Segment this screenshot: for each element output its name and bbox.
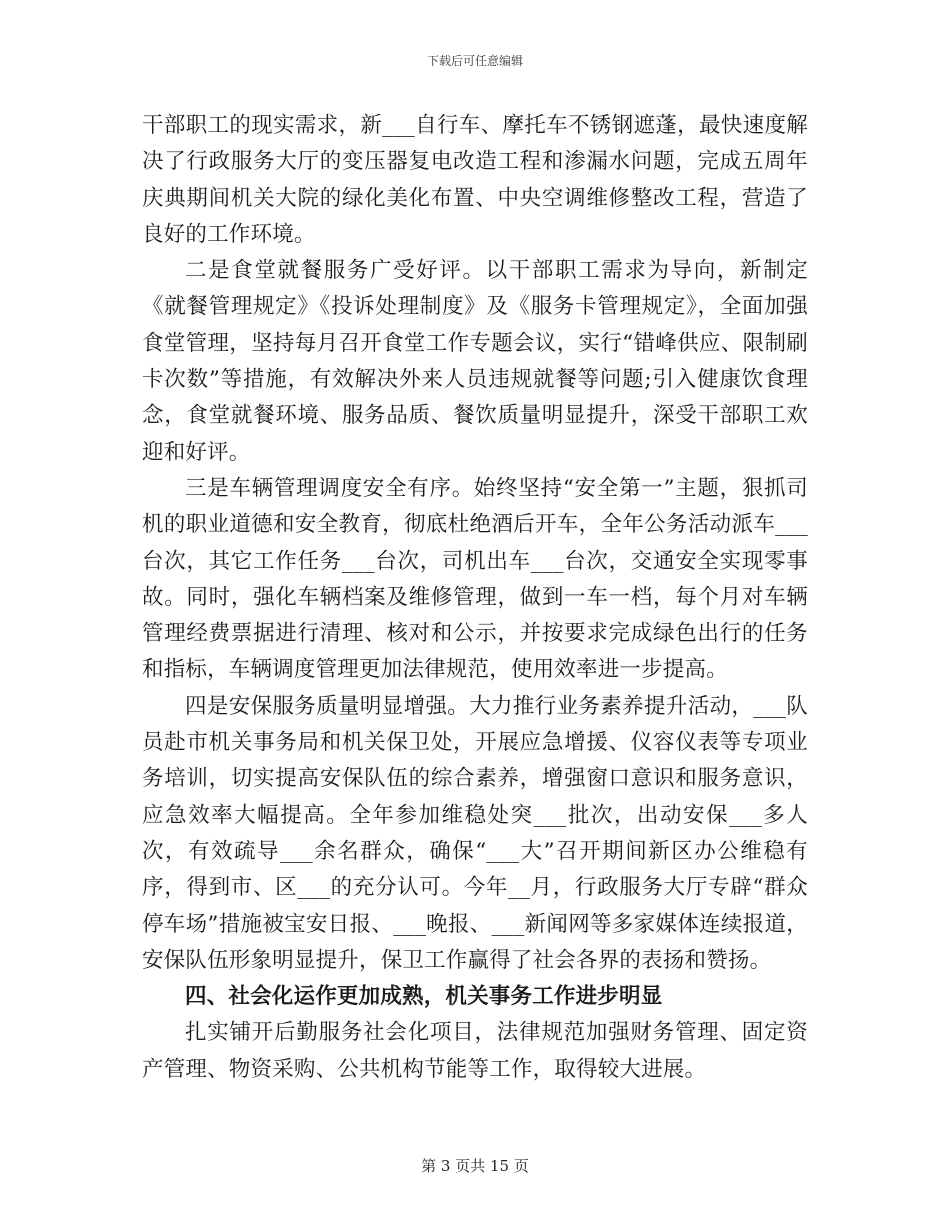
paragraph-canteen-service: 二是食堂就餐服务广受好评。以干部职工需求为导向，新制定《就餐管理规定》《投诉处理制度》及《服务卡管理规定》，全面加强食堂管理，坚持每月召开食堂工作专题会议，实行“错峰供应、限制刷卡次数”等措施，有效解决外来人员违规就餐等问题;引入健康饮食理念，食堂就餐环境、服务品质、餐饮质量明显提升，深受干部职工欢迎和好评。	[142, 258, 808, 465]
paragraph-continuation: 干部职工的现实需求，新___自行车、摩托车不锈钢遮蓬，最快速度解决了行政服务大厅的变压器复电改造工程和渗漏水问题，完成五周年庆典期间机关大院的绿化美化布置、中央空调维修整改工程，营造了良好的工作环境。	[142, 113, 808, 247]
section-heading: 四、社会化运作更加成熟，机关事务工作进步明显	[185, 984, 663, 1010]
page-number: 第 3 页共 15 页	[421, 1157, 529, 1175]
page-header: 下载后可任意编辑	[426, 54, 523, 68]
paragraph-security-service: 四是安保服务质量明显增强。大力推行业务素养提升活动，___队员赴市机关事务局和机关保卫处，开展应急增援、仪容仪表等专项业务培训，切实提高安保队伍的综合素养，增强窗口意识和服务意识，应急效率大幅提高。全年参加维稳处突___批次，出动安保___多人次，有效疏导___余名群众，确保“___大”召开期间新区办公维稳有序，得到市、区___的充分认可。今年__月，行政服务大厅专辟“群众停车场”措施被宝安日报、___晚报、___新闻网等多家媒体连续报道，安保队伍形象明显提升，保卫工作赢得了社会各界的表扬和赞扬。	[142, 693, 808, 973]
document-body	[142, 108, 808, 1088]
paragraph-vehicle-management: 三是车辆管理调度安全有序。始终坚持“安全第一”主题，狠抓司机的职业道德和安全教育，彻底杜绝酒后开车，全年公务活动派车___台次，其它工作任务___台次，司机出车___台次，交通安全实现零事故。同时，强化车辆档案及维修管理，做到一车一档，每个月对车辆管理经费票据进行清理、核对和公示，并按要求完成绿色出行的任务和指标，车辆调度管理更加法律规范，使用效率进一步提高。	[142, 475, 808, 683]
paragraph-socialization: 扎实铺开后勤服务社会化项目，法律规范加强财务管理、固定资产管理、物资采购、公共机构节能等工作，取得较大进展。	[142, 1020, 808, 1082]
